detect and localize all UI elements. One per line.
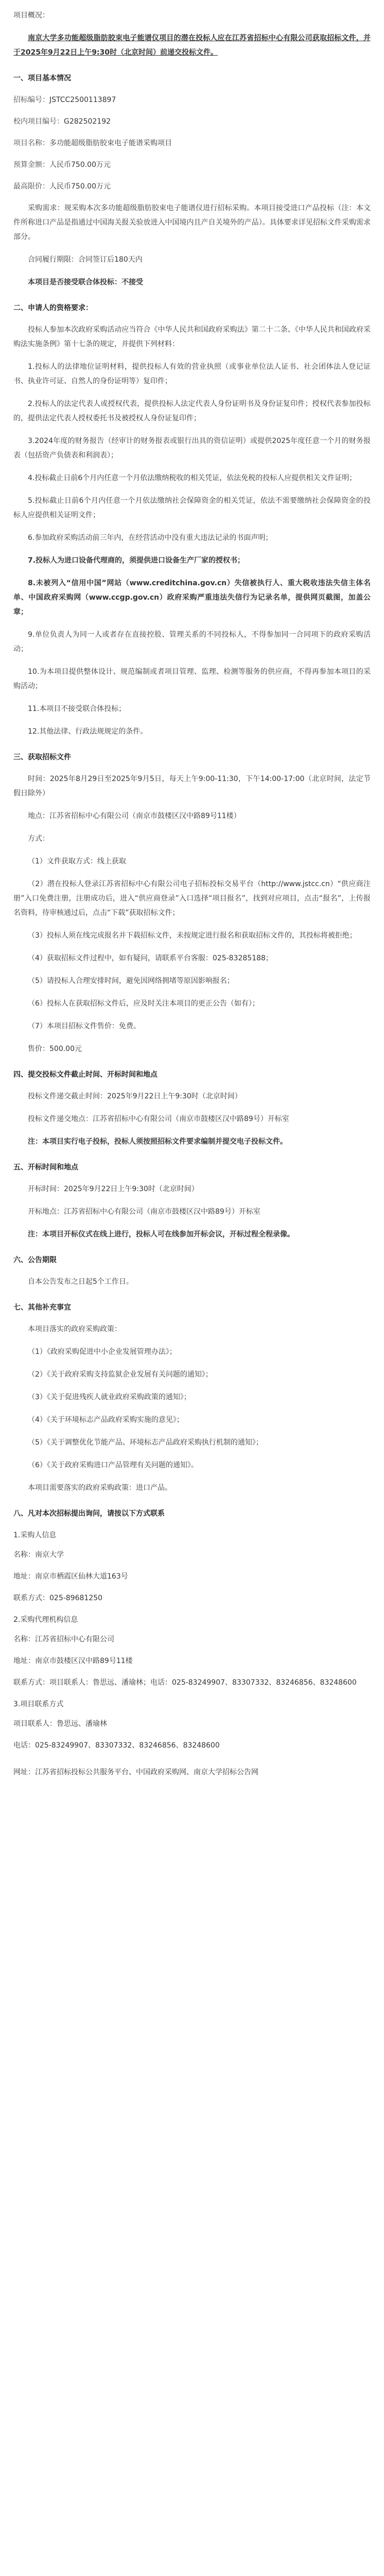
- policy-item: （3）《关于促进残疾人就业政府采购政策的通知》；: [28, 1393, 191, 1401]
- method-item: （2）潜在投标人登录江苏省招标中心有限公司电子招标投标交易平台（http://www.jstcc.cn）“供应商注册”入口免费注册，注册成功后，进入“供应商登录”入口选择“项目报名”，找到对应项目，点击“报名”，上传报名资料，待审核通过后，点击“下载”获取招标文件；: [13, 880, 371, 917]
- contact-label: 名称：: [13, 1551, 35, 1559]
- field-value: 人民币750.00万元: [49, 161, 111, 169]
- contact-label: 项目联系人：: [13, 1720, 57, 1728]
- qualification-item: 10.为本项目提供整体设计、规范编制或者项目管理、监理、检测等服务的供应商，不得再参加本项目的采购活动；: [13, 668, 371, 690]
- project-contact-person: [13, 1717, 371, 1731]
- field-value: 人民币750.00万元: [49, 182, 111, 191]
- field-label: 项目名称：: [13, 139, 49, 147]
- opening-place: 开标地点：江苏省招标中心有限公司（南京市鼓楼区汉中路89号）开标室: [28, 1208, 260, 1216]
- section-8-title: 八、凡对本次招标提出询问，请按以下方式联系: [13, 1510, 165, 1518]
- bid-notice: 注：本项目实行电子投标，投标人须按照招标文件要求编制并提交电子投标文件。: [28, 1138, 287, 1146]
- contact-value: 项目联系人：鲁思远、潘瑜林；电话：025-83249907、83307332、83246856、83248600: [49, 1679, 357, 1687]
- section-7-title: 七、其他补充事宜: [13, 1303, 71, 1312]
- footer-websites: 网址：江苏省招标投标公共服务平台、中国政府采购网、南京大学招标公告网: [13, 1768, 258, 1776]
- agency-title: 2.采购代理机构信息: [13, 1616, 78, 1624]
- notice-period: 自本公告发布之日起5个工作日。: [28, 1278, 133, 1286]
- purchase-requirement: 采购需求：规采购本次多功能超级脂肪胶束电子能谱仪进行招标采购。本项目接受进口产品投标（注：本文件所称进口产品是指通过中国海关报关验放进入中国境内且产自关境外的产品）。具体要求详见招标文件采购需求部分。: [13, 204, 371, 241]
- acquire-place: 地点：江苏省招标中心有限公司（南京市鼓楼区汉中路89号11楼）: [28, 812, 241, 820]
- intro-summary: 南京大学多功能超级脂肪胶束电子能谱仪项目的潜在投标人应在江苏省招标中心有限公司获取招标文件，并于2025年9月22日上午9:30时（北京时间）前递交投标文件。: [13, 34, 371, 57]
- method-item: （3）投标人须在线完成报名并下载招标文件，未按规定进行报名和获取招标文件的，其投标将被拒绝；: [28, 931, 357, 940]
- contract-term: 合同履行期限：合同签订后180天内: [28, 256, 143, 264]
- opening-notice: 注：本项目开标仪式在线上进行，投标人可在线参加开标会议，开标过程全程录像。: [28, 1230, 294, 1239]
- policy-summary: 本项目需要落实的政府采购政策：进口产品。: [28, 1484, 172, 1492]
- qualification-intro: 投标人参加本次政府采购活动应当符合《中华人民共和国政府采购法》第二十二条、《中华人民共和国政府采购法实施条例》第十七条的规定，并提供下列材料：: [13, 326, 371, 348]
- method-item: （6）投标人在获取招标文件后，应及时关注本项目的更正公告（如有）；: [28, 999, 259, 1008]
- contact-value: 025-89681250: [49, 1594, 103, 1602]
- qualification-item: 7.投标人为进口设备代理商的，须提供进口设备生产厂家的授权书；: [28, 556, 245, 565]
- qualification-item: 11.本项目不接受联合体投标；: [28, 705, 126, 713]
- contact-label: 名称：: [13, 1635, 35, 1643]
- consortium-policy: 本项目是否接受联合体投标：不接受: [28, 278, 143, 286]
- field-value: JSTCC2500113897: [49, 96, 116, 104]
- section-3-title: 三、获取招标文件: [13, 753, 71, 761]
- qualification-item: 1.投标人的法律地位证明材料，提供投标人有效的营业执照（或事业单位法人证书、社会团体法人登记证书、执业许可证、自然人的身份证明等）复印件；: [13, 363, 371, 385]
- field-label: 校内项目编号：: [13, 117, 64, 126]
- contact-value: 南京市栖霞区仙林大道163号: [35, 1572, 128, 1581]
- section-6-title: 六、公告期限: [13, 1256, 57, 1264]
- qualification-item: 9.单位负责人为同一人或者存在直接控股、管理关系的不同投标人，不得参加同一合同项下的政府采购活动；: [13, 631, 371, 653]
- field-label: 招标编号：: [13, 96, 49, 104]
- qualification-item: 4.投标截止日前6个月内任意一个月依法缴纳税收的相关凭证，依法免税的投标人应提供相关文件证明；: [28, 474, 357, 482]
- document-price: 售价：500.00元: [28, 1045, 82, 1053]
- qualification-item: 2.投标人的法定代表人或授权代表，提供投标人法定代表人身份证明书及身份证复印件；授权代表参加投标的，提供法定代表人授权委托书及被授权人身份证复印件；: [13, 400, 371, 422]
- contact-value: 江苏省招标中心有限公司: [35, 1635, 114, 1643]
- project-contact-title: 3.项目联系方式: [13, 1700, 64, 1708]
- purchaser-title: 1.采购人信息: [13, 1531, 57, 1539]
- contact-label: 电话：: [13, 1741, 35, 1750]
- bid-deadline: 投标文件递交截止时间：2025年9月22日上午9:30时（北京时间）: [28, 1092, 242, 1100]
- field-tender-no: [13, 93, 371, 107]
- contact-value: 025-83249907、83307332、83246856、83248600: [35, 1741, 220, 1750]
- field-project-name: [13, 136, 371, 150]
- section-5-title: 五、开标时间和地点: [13, 1163, 78, 1172]
- purchaser-name: [13, 1548, 371, 1562]
- contact-value: 鲁思远、潘瑜林: [57, 1720, 107, 1728]
- qualification-item: 5.投标截止日前6个月内任意一个月依法缴纳社会保障资金的相关凭证，依法不需要缴纳社会保障资金的投标人应提供相关证明文件；: [13, 497, 371, 519]
- contact-value: 南京市鼓楼区汉中路89号11楼: [35, 1657, 133, 1665]
- field-internal-no: [13, 114, 371, 129]
- field-value: G282502192: [64, 117, 111, 126]
- section-2-title: 二、申请人的资格要求：: [13, 304, 93, 312]
- agency-name: [13, 1632, 371, 1647]
- opening-time: 开标时间：2025年9月22日上午9:30时（北京时间）: [28, 1185, 199, 1193]
- qualification-item: 3.2024年度的财务报告（经审计的财务报表或银行出具的资信证明）或提供2025年度任意一个月的财务报表（包括资产负债表和利润表）；: [13, 437, 371, 460]
- intro-label: 项目概况：: [13, 11, 49, 20]
- policy-intro: 本项目落实的政府采购政策：: [28, 1325, 121, 1333]
- project-contact-phone: [13, 1738, 371, 1753]
- purchaser-phone: [13, 1591, 371, 1605]
- method-item: （1）文件获取方式：线上获取: [28, 857, 126, 866]
- field-label: 最高限价：: [13, 182, 49, 191]
- field-label: 预算金额：: [13, 161, 49, 169]
- field-value: 多功能超级脂肪胶束电子能谱采购项目: [49, 139, 172, 147]
- policy-item: （6）《关于政府采购进口产品管理有关问题的通知》。: [28, 1461, 198, 1469]
- acquire-time: 时间：2025年8月29日至2025年9月5日，每天上午9:00-11:30，下午14:00-17:00（北京时间，法定节假日除外）: [13, 775, 371, 798]
- contact-label: 地址：: [13, 1572, 35, 1581]
- agency-contact: [13, 1675, 371, 1690]
- qualification-item: 12.其他法律、行政法规规定的条件。: [28, 727, 148, 736]
- qualification-item: 8.未被列入“信用中国”网站（www.creditchina.gov.cn）失信被执行人、重大税收违法失信主体名单、中国政府采购网（www.ccgp.gov.cn）政府采购严重违法失信行为记录名单，提供网页截图，加盖公章；: [13, 579, 371, 616]
- purchaser-address: [13, 1569, 371, 1584]
- acquire-method-title: 方式：: [28, 835, 49, 843]
- contact-label: 联系方式：: [13, 1679, 49, 1687]
- contact-value: 南京大学: [35, 1551, 64, 1559]
- section-4-title: 四、提交投标文件截止时间、开标时间和地点: [13, 1071, 158, 1079]
- field-max-price: [13, 179, 371, 194]
- contact-label: 联系方式：: [13, 1594, 49, 1602]
- method-item: （4）获取招标文件过程中，如有疑问，请联系平台客服：025-83285188；: [28, 954, 273, 962]
- policy-item: （5）《关于调整优化节能产品、环境标志产品政府采购执行机制的通知》；: [28, 1438, 263, 1447]
- qualification-item: 6.参加政府采购活动前三年内，在经营活动中没有重大违法记录的书面声明；: [28, 534, 273, 542]
- policy-item: （1）《政府采购促进中小企业发展管理办法》；: [28, 1348, 177, 1356]
- method-item: （7）本项目招标文件售价：免费。: [28, 1022, 141, 1030]
- section-1-title: 一、项目基本情况: [13, 74, 71, 82]
- bid-place: 投标文件递交地点：江苏省招标中心有限公司（南京市鼓楼区汉中路89号）开标室: [28, 1115, 289, 1123]
- agency-address: [13, 1654, 371, 1668]
- policy-item: （4）《关于环境标志产品政府采购实施的意见》；: [28, 1416, 184, 1424]
- field-budget: [13, 158, 371, 172]
- policy-item: （2）《关于政府采购支持监狱企业发展有关问题的通知》；: [28, 1370, 213, 1379]
- contact-label: 地址：: [13, 1657, 35, 1665]
- method-item: （5）请投标人合理安排时间，避免因网络拥堵等原因影响报名；: [28, 977, 234, 985]
